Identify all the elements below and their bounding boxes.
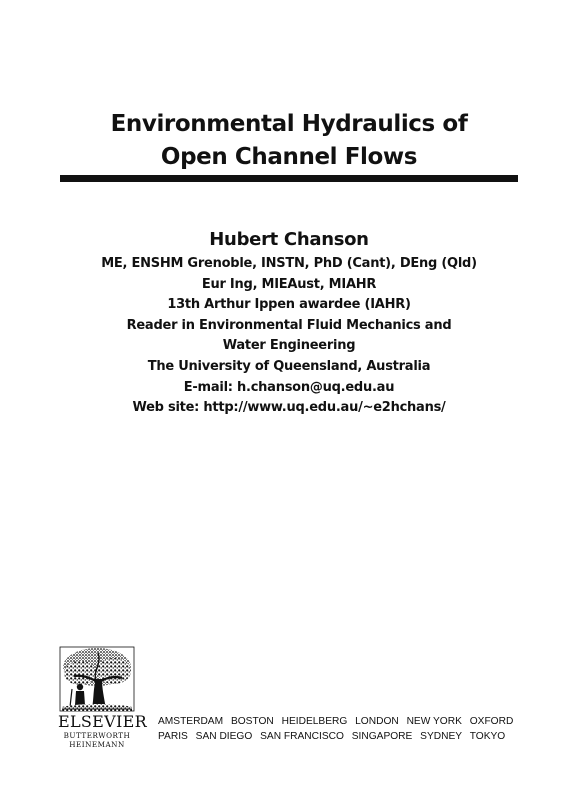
author-degrees: ME, ENSHM Grenoble, INSTN, PhD (Cant), DEng (Qld) [101, 256, 477, 271]
publisher-cities [158, 714, 528, 744]
city: PARIS [158, 731, 188, 742]
title-line-1: Environmental Hydraulics of [110, 111, 468, 137]
cities-row-1 [158, 714, 528, 729]
publisher-name: ELSEVIER [58, 712, 147, 731]
title-rule [60, 175, 518, 182]
cities-row-2 [158, 729, 528, 744]
city: OXFORD [469, 716, 514, 727]
city: HEIDELBERG [281, 716, 348, 727]
author-university: The University of Queensland, Australia [147, 358, 431, 374]
city: LONDON [355, 716, 399, 727]
city: AMSTERDAM [158, 716, 224, 727]
city: SINGAPORE [351, 731, 413, 742]
author-award: 13th Arthur Ippen awardee (IAHR) [167, 297, 411, 313]
tree-scholar-icon [58, 645, 136, 713]
city: SAN FRANCISCO [260, 731, 344, 742]
author-website: Web site: http://www.uq.edu.au/~e2hchans/ [132, 400, 446, 416]
author-name: Hubert Chanson [209, 229, 369, 250]
publisher-logo [58, 645, 147, 755]
city: BOSTON [230, 716, 274, 727]
city: TOKYO [469, 731, 506, 742]
author-position-line-1: Reader in Environmental Fluid Mechanics and [126, 317, 452, 333]
title-line-2: Open Channel Flows [160, 144, 418, 170]
city: SAN DIEGO [195, 731, 253, 742]
book-title [0, 108, 578, 174]
city: NEW YORK [406, 716, 462, 727]
imprint-line-1: BUTTERWORTH [63, 731, 131, 740]
author-email: E-mail: h.chanson@uq.edu.au [183, 379, 395, 395]
author-block [0, 226, 578, 419]
author-memberships: Eur Ing, MIEAust, MIAHR [201, 276, 377, 292]
author-position-line-2: Water Engineering [222, 338, 356, 354]
city: SYDNEY [420, 731, 463, 742]
imprint-line-2: HEINEMANN [69, 740, 125, 749]
